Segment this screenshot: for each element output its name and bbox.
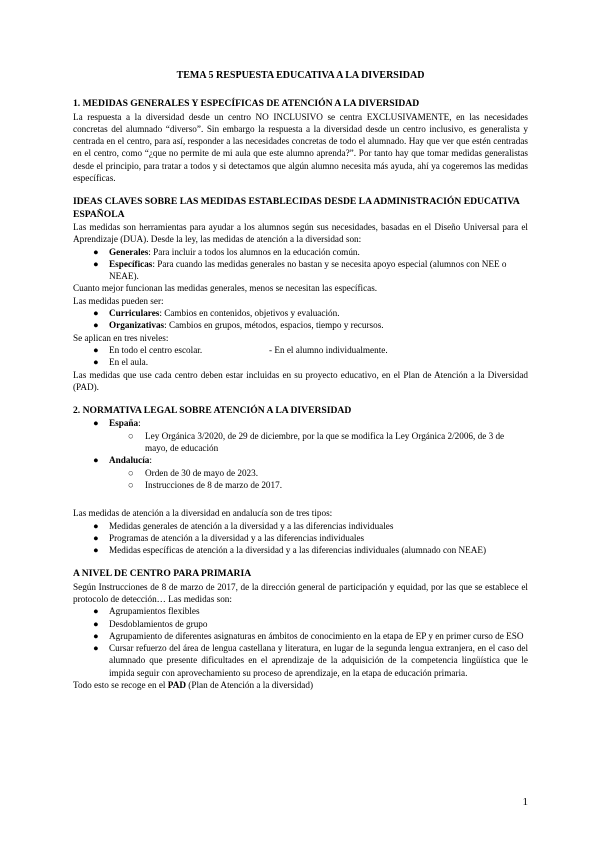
closing-text: Todo esto se recoge en el [73,680,168,691]
list-item-text: Medidas específicas de atención a la diversidad y a las diferencias individuales (alumnado con NEAE) [109,545,487,556]
level-text: En el aula. [109,357,149,368]
list-item [73,258,528,283]
paragraph: Las medidas que use cada centro deben estar incluidas en su proyecto educativo, en el Plan de Atención a la Diversidad (PAD). [73,369,528,392]
bullet-icon: ● [93,643,99,654]
bullet-list [73,307,528,332]
term-description: : Cambios en grupos, métodos, espacios, tiempo y recursos. [164,320,384,331]
list-item [73,344,528,356]
term-description: : Para cuando las medidas generales no bastan y se necesita apoyo especial (alumnos con NEE o NEAE). [109,258,507,282]
section-nivel-centro-primaria [73,568,528,691]
bullet-icon: ● [93,246,99,257]
list-item [73,642,528,679]
list-item [73,630,528,642]
bullet-icon: ● [93,520,99,531]
bullet-list [73,520,528,557]
paragraph: Según Instrucciones de 8 de marzo de 2017, de la dirección general de participación y equidad, por las que se establece el protocolo de detección… Las medidas son: [73,581,528,604]
bullet-icon: ● [93,344,99,355]
list-item-text: Cursar refuerzo del área de lengua castellana y literatura, en lugar de la segunda lengua extranjera, en el caso del alumnado que presente dificultades en el aprendizaje de la adquisición de la competencia lingüística que le impida seguir con aprovechamiento su proceso de aprendizaje, en la etapa de educación primaria. [109,643,528,678]
list-item [73,544,528,556]
list-item [73,319,528,331]
section-normativa [73,405,528,491]
term-description: : Cambios en contenidos, objetivos y evaluación. [159,308,340,319]
list-item: ● España: [93,418,141,429]
term: Específicas [109,258,153,269]
closing-text: (Plan de Atención a la diversidad) [185,680,314,691]
section-heading: 2. NORMATIVA LEGAL SOBRE ATENCIÓN A LA DIVERSIDAD [73,405,352,417]
list-item [73,307,528,319]
bullet-list [73,344,528,369]
bullet-icon: ● [93,258,99,269]
level-text: - En el alumno individualmente. [269,344,388,355]
list-item-text: Agrupamientos flexibles [109,606,200,617]
section-tipos-medidas [73,507,528,556]
bullet-icon: ● [93,455,99,466]
document-title: TEMA 5 RESPUESTA EDUCATIVA A LA DIVERSIDAD [176,70,425,81]
bullet-icon: ● [93,630,99,641]
closing-paragraph [73,679,528,691]
term: Generales [109,246,149,257]
bullet-list [73,605,528,679]
list-item-text: Medidas generales de atención a la diversidad y a las diferencias individuales [109,520,394,531]
circle-bullet-icon: ○ [128,467,134,478]
term-description: : Para incluir a todos los alumnos en la educación común. [148,246,360,257]
bullet-icon: ● [93,418,99,429]
bullet-icon: ● [93,618,99,629]
law-reference: Ley Orgánica 3/2020, de 29 de diciembre, por la que se modifica la Ley Orgánica 2/2006, de 3 de mayo, de educación [145,430,505,454]
bullet-icon: ● [93,308,99,319]
list-item-text: Programas de atención a la diversidad y a las diferencias individuales [109,532,365,543]
bullet-list [73,417,528,491]
circle-bullet-icon: ○ [128,430,134,441]
paragraph: La respuesta a la diversidad desde un centro NO INCLUSIVO se centra EXCLUSIVAMENTE, en las necesidades concretas del alumnado “diverso”. Sin embargo la respuesta a la diversidad desde un centro inclusivo, es generalista y centrada en el centro, para así, responder a las necesidades concretas de todo el alumnado. Hay que ver que estén centradas en el centro, como “¿que no permite de mi aula que este alumno aprenda?”. Por tanto hay que tomar medidas generalistas desde el principio, para tratar a todos y si detectamos que algún alumno necesita más ayuda, ahí ya cogeremos las medidas específicas. [73,111,528,184]
paragraph: Las medidas pueden ser: [73,295,164,306]
list-item-text: Agrupamiento de diferentes asignaturas en ámbitos de conocimiento en la etapa de EP y en primer curso de ESO [109,630,524,641]
paragraph: Las medidas de atención a la diversidad en andalucía son de tres tipos: [73,508,333,519]
law-reference: Instrucciones de 8 de marzo de 2017. [145,479,283,490]
list-item [73,356,528,368]
bullet-icon: ● [93,545,99,556]
closing-term: PAD [167,680,186,691]
region-label: España [109,418,139,429]
list-item [73,430,528,455]
term: Curriculares [109,308,160,319]
section-medidas-generales [73,98,528,184]
law-reference: Orden de 30 de mayo de 2023. [145,467,259,478]
document-page [73,70,528,703]
bullet-icon: ● [93,357,99,368]
term: Organizativas [109,320,165,331]
list-item [73,605,528,617]
circle-bullet-icon: ○ [128,479,134,490]
list-item: ● Andalucía: [93,455,152,466]
list-item [73,532,528,544]
level-text: En todo el centro escolar. [109,344,203,355]
paragraph: Cuanto mejor funcionan las medidas generales, menos se necesitan las específicas. [73,283,378,294]
list-item-text: Desdoblamientos de grupo [109,618,208,629]
list-item [73,246,528,258]
section-heading: IDEAS CLAVES SOBRE LAS MEDIDAS ESTABLECIDAS DESDE LA ADMINISTRACIÓN EDUCATIVA ESPAÑOLA [73,196,520,220]
list-item [73,467,528,479]
list-item [73,479,528,491]
paragraph: Se aplican en tres niveles: [73,332,169,343]
bullet-icon: ● [93,532,99,543]
section-heading: 1. MEDIDAS GENERALES Y ESPECÍFICAS DE ATENCIÓN A LA DIVERSIDAD [73,98,420,110]
list-item [73,520,528,532]
list-item [73,618,528,630]
section-heading: A NIVEL DE CENTRO PARA PRIMARIA [73,568,252,580]
bullet-icon: ● [93,606,99,617]
page-number: 1 [522,795,528,808]
paragraph: Las medidas son herramientas para ayudar a los alumnos según sus necesidades, basadas en el Diseño Universal para el Aprendizaje (DUA). Desde la ley, las medidas de atención a la diversidad son: [73,221,528,245]
bullet-list [73,246,528,283]
bullet-icon: ● [93,320,99,331]
region-label: Andalucía [109,455,150,466]
section-ideas-claves [73,196,528,393]
